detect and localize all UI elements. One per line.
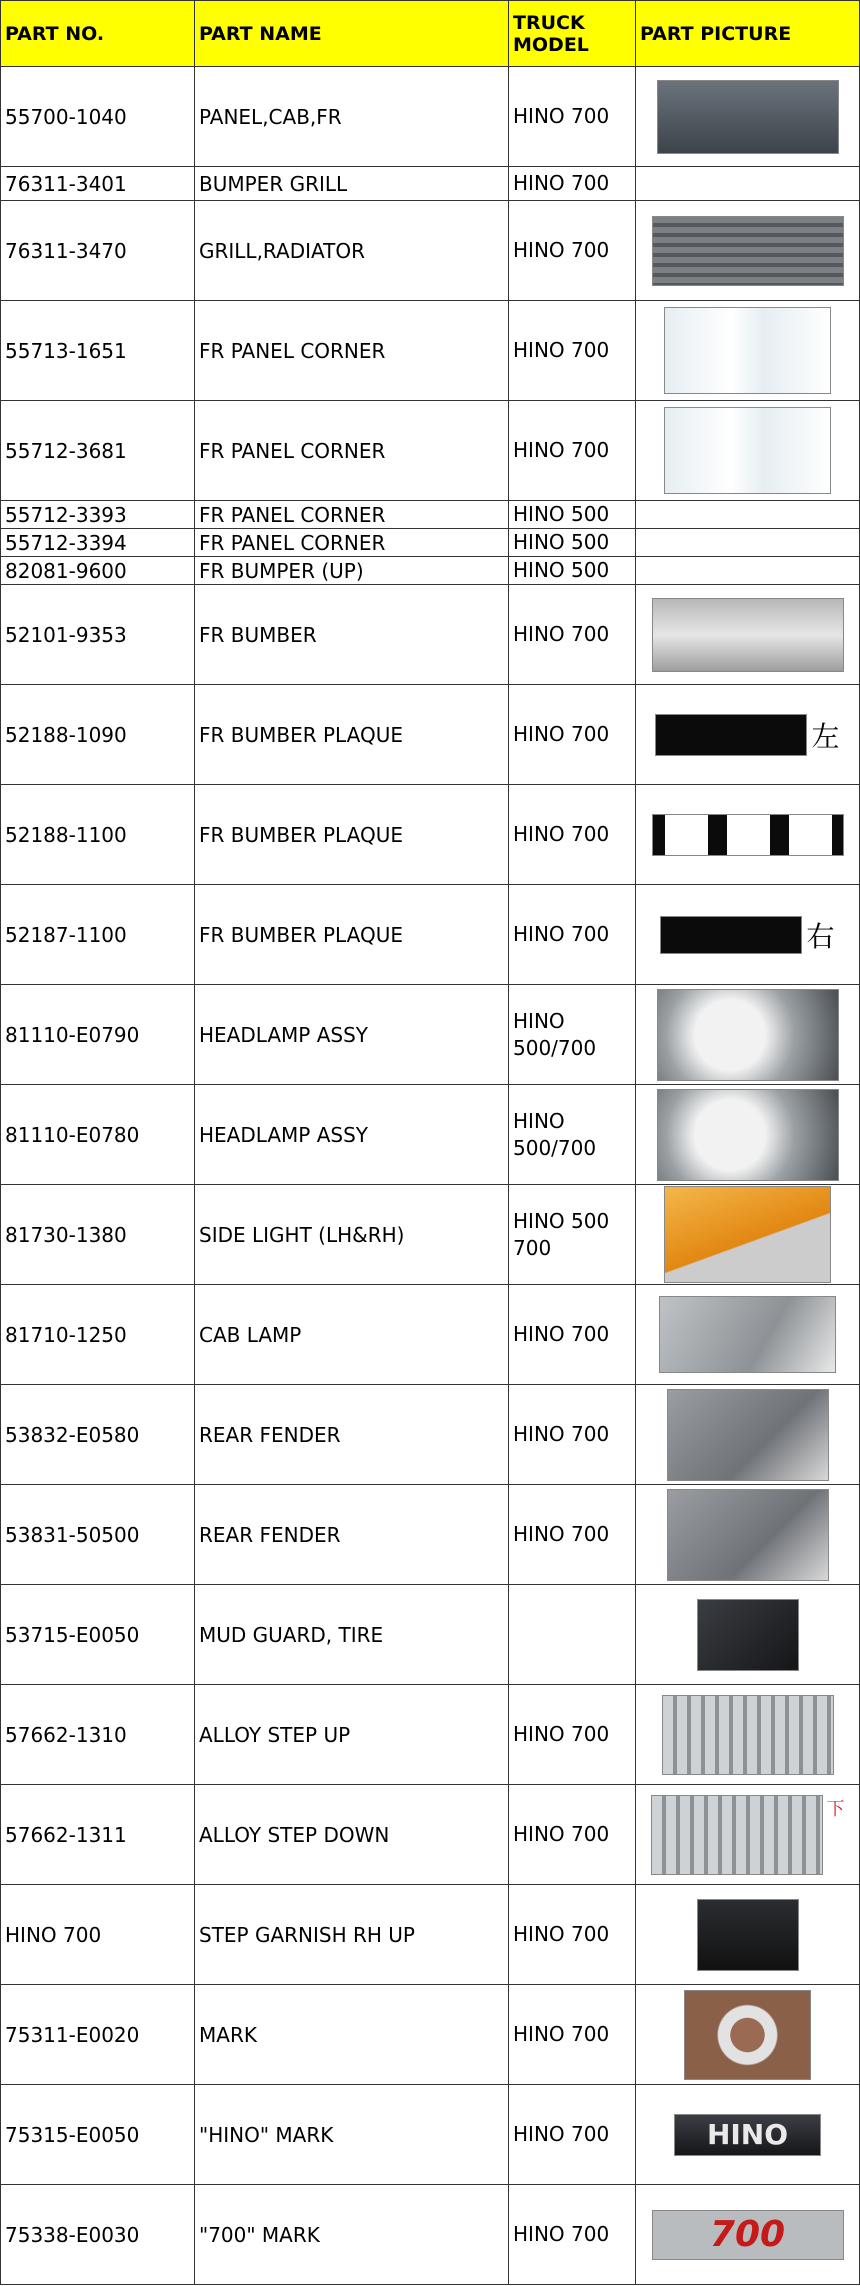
table-row [1,985,860,1085]
table-row [1,1385,860,1485]
part-no-cell: 81110-E0780 [1,1085,195,1185]
part-picture-cell [636,501,860,529]
truck-model-cell: HINO 700 [509,1485,636,1585]
part-picture-cell [636,785,860,885]
part-name-cell: FR BUMBER PLAQUE [195,685,509,785]
part-no-cell: 52101-9353 [1,585,195,685]
truck-model-cell: HINO 700 [509,1685,636,1785]
radiator-grill-image [652,216,844,286]
part-no-cell: 53715-E0050 [1,1585,195,1685]
part-no-cell: 75338-E0030 [1,2185,195,2285]
part-picture-cell [636,1785,860,1885]
part-picture-lettering: HINO [706,2118,789,2151]
part-name-cell: HEADLAMP ASSY [195,1085,509,1185]
panel-corner-image [664,407,831,494]
table-row [1,2085,860,2185]
part-name-cell: CAB LAMP [195,1285,509,1385]
truck-model-cell: HINO 700 [509,1985,636,2085]
part-name-cell: ALLOY STEP DOWN [195,1785,509,1885]
part-no-cell: 55712-3681 [1,401,195,501]
part-name-cell: FR PANEL CORNER [195,529,509,557]
part-name-cell: PANEL,CAB,FR [195,67,509,167]
part-picture-mark: 下 [826,1798,845,1820]
table-row [1,685,860,785]
truck-model-cell: HINO 700 [509,2185,636,2285]
table-row [1,785,860,885]
part-picture-cell [636,167,860,201]
part-name-cell: MARK [195,1985,509,2085]
part-picture-cell [636,1085,860,1185]
panel-corner-image [664,307,831,394]
cab-panel-image [657,80,839,154]
truck-model-cell: HINO 700 [509,685,636,785]
part-no-cell: 81110-E0790 [1,985,195,1085]
truck-model-cell: HINO 700 [509,885,636,985]
part-no-cell: 82081-9600 [1,557,195,585]
truck-model-cell: HINO 700 [509,1885,636,1985]
header-part-name: PART NAME [195,1,509,67]
truck-model-cell: HINO 500 700 [509,1185,636,1285]
step-garnish-image [697,1899,799,1971]
table-row [1,1985,860,2085]
part-name-cell: STEP GARNISH RH UP [195,1885,509,1985]
table-row [1,529,860,557]
part-name-cell: FR BUMPER (UP) [195,557,509,585]
table-row [1,1485,860,1585]
truck-model-cell: HINO 700 [509,401,636,501]
table-row [1,1685,860,1785]
part-picture-cell [636,1185,860,1285]
plaque-left-image [655,714,807,756]
part-name-cell: MUD GUARD, TIRE [195,1585,509,1685]
truck-model-cell: HINO 500 [509,501,636,529]
part-name-cell: HEADLAMP ASSY [195,985,509,1085]
truck-model-cell [509,1585,636,1685]
alloy-step-image [651,1795,823,1875]
part-picture-lettering: 700 [709,2214,786,2255]
table-row [1,401,860,501]
part-name-cell: FR BUMBER [195,585,509,685]
part-picture-mark: 右 [806,919,835,953]
hino-lettering-image [674,2114,821,2156]
table-row [1,1085,860,1185]
part-no-cell: 55712-3393 [1,501,195,529]
part-no-cell: 52187-1100 [1,885,195,985]
part-picture-cell [636,1285,860,1385]
bumper-image [652,598,844,672]
truck-model-cell: HINO 500 [509,529,636,557]
table-row [1,585,860,685]
table-row [1,885,860,985]
truck-model-cell: HINO 700 [509,585,636,685]
part-no-cell: 76311-3470 [1,201,195,301]
table-row [1,201,860,301]
part-no-cell: 55712-3394 [1,529,195,557]
headlamp-image [657,1089,839,1181]
table-row [1,167,860,201]
fender-image [667,1489,829,1581]
truck-model-cell: HINO 500 [509,557,636,585]
part-picture-cell [636,301,860,401]
table-row [1,2185,860,2285]
header-row [1,1,860,67]
part-picture-cell [636,985,860,1085]
part-picture-cell [636,401,860,501]
700-lettering-image [652,2210,844,2260]
truck-model-cell: HINO 700 [509,1285,636,1385]
part-picture-cell [636,685,860,785]
part-name-cell: FR PANEL CORNER [195,501,509,529]
truck-model-cell: HINO 700 [509,1785,636,1885]
header-part-no: PART NO. [1,1,195,67]
part-name-cell: FR PANEL CORNER [195,301,509,401]
part-picture-cell [636,67,860,167]
truck-model-cell: HINO 700 [509,67,636,167]
truck-model-cell: HINO 700 [509,2085,636,2185]
part-picture-cell [636,585,860,685]
part-picture-cell [636,529,860,557]
part-picture-cell [636,1985,860,2085]
truck-model-cell: HINO 700 [509,301,636,401]
part-picture-cell [636,1685,860,1785]
table-row [1,1785,860,1885]
parts-table-body [1,67,860,2285]
part-picture-cell [636,2085,860,2185]
part-no-cell: 55700-1040 [1,67,195,167]
part-name-cell: FR BUMBER PLAQUE [195,785,509,885]
part-picture-cell [636,1885,860,1985]
part-name-cell: "700" MARK [195,2185,509,2285]
part-no-cell: 57662-1310 [1,1685,195,1785]
fender-image [667,1389,829,1481]
part-picture-mark: 左 [811,719,840,753]
alloy-step-image [662,1695,834,1775]
part-no-cell: 76311-3401 [1,167,195,201]
part-picture-cell [636,1485,860,1585]
header-truck-model: TRUCK MODEL [509,1,636,67]
part-picture-cell [636,557,860,585]
part-no-cell: 53832-E0580 [1,1385,195,1485]
part-no-cell: 81730-1380 [1,1185,195,1285]
truck-model-cell: HINO 700 [509,1385,636,1485]
part-no-cell: 55713-1651 [1,301,195,401]
part-no-cell: 53831-50500 [1,1485,195,1585]
plaque-right-image [660,916,802,954]
table-row [1,1885,860,1985]
truck-model-cell: HINO 700 [509,167,636,201]
part-picture-cell [636,201,860,301]
part-picture-cell [636,1585,860,1685]
header-part-picture: PART PICTURE [636,1,860,67]
part-name-cell: REAR FENDER [195,1485,509,1585]
part-no-cell: 75315-E0050 [1,2085,195,2185]
cab-lamp-image [659,1296,836,1373]
table-row [1,301,860,401]
part-name-cell: FR BUMBER PLAQUE [195,885,509,985]
part-no-cell: 52188-1090 [1,685,195,785]
part-no-cell: 81710-1250 [1,1285,195,1385]
headlamp-image [657,989,839,1081]
part-name-cell: SIDE LIGHT (LH&RH) [195,1185,509,1285]
part-name-cell: REAR FENDER [195,1385,509,1485]
truck-model-cell: HINO 700 [509,785,636,885]
part-name-cell: FR PANEL CORNER [195,401,509,501]
table-row [1,1285,860,1385]
table-row [1,1585,860,1685]
part-name-cell: BUMPER GRILL [195,167,509,201]
table-row [1,501,860,529]
part-picture-cell [636,885,860,985]
part-no-cell: 57662-1311 [1,1785,195,1885]
part-name-cell: ALLOY STEP UP [195,1685,509,1785]
part-no-cell: 75311-E0020 [1,1985,195,2085]
hino-emblem-image [684,1990,811,2080]
table-row [1,67,860,167]
part-picture-cell [636,1385,860,1485]
table-row [1,1185,860,1285]
truck-model-cell: HINO 500/700 [509,1085,636,1185]
plaque-center-image [652,814,844,856]
mud-guard-image [697,1599,799,1671]
part-no-cell: HINO 700 [1,1885,195,1985]
part-picture-cell [636,2185,860,2285]
table-row [1,557,860,585]
truck-model-cell: HINO 700 [509,201,636,301]
side-light-image [664,1186,831,1283]
part-name-cell: "HINO" MARK [195,2085,509,2185]
truck-model-cell: HINO 500/700 [509,985,636,1085]
part-name-cell: GRILL,RADIATOR [195,201,509,301]
part-no-cell: 52188-1100 [1,785,195,885]
